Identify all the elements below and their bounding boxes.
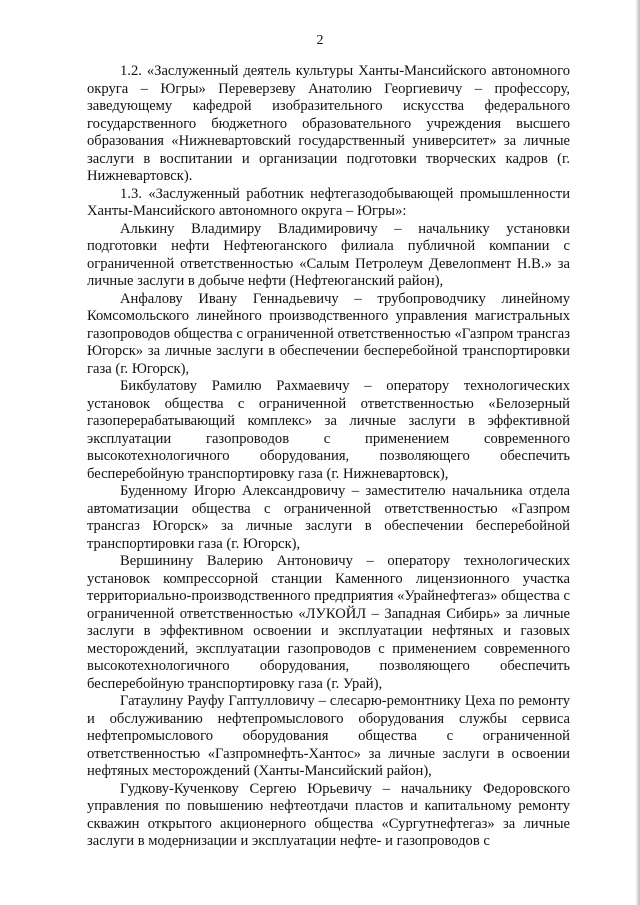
paragraph-alkin: Алькину Владимиру Владимировичу – начальнику установки подготовки нефти Нефтеюганского филиала публичной компании с ограниченной ответственностью «Салым Петролеум Девелопмент Н.В.» за личные заслуги в добыче нефти (Нефтеюганский район), (87, 220, 570, 289)
paragraph-1-3-oil-gas-award-heading: 1.3. «Заслуженный работник нефтегазодобывающей промышленности Ханты-Мансийского автономного округа – Югры»: (87, 185, 570, 219)
paragraph-vershinin: Вершинину Валерию Антоновичу – оператору технологических установок компрессорной станции Каменного лицензионного участка территориально-производственного предприятия «Урайнефтегаз» общества с ограниченной ответственностью «ЛУКОЙЛ – Западная Сибирь» за личные заслуги в эффективном освоении и эксплуатации нефтяных и газовых месторождений, эксплуатации газопроводов с применением современного высокотехнологичного оборудования, позволяющего обеспечить бесперебойную транспортировку газа (г. Урай), (87, 553, 570, 692)
paragraph-gudkov-kuchenkov: Гудкову-Кученкову Сергею Юрьевичу – начальнику Федоровского управления по повышению нефтеотдачи пластов и капитальному ремонту скважин открытого акционерного общества «Сургутнефтегаз» за личные заслуги в модернизации и эксплуатации нефте- и газопроводов с (87, 780, 570, 849)
paragraph-gataulin: Гатаулину Рауфу Гаптулловичу – слесарю-ремонтнику Цеха по ремонту и обслуживанию нефтепромыслового оборудования службы сервиса нефтепромыслового оборудования общества с ограниченной ответственностью «Газпромнефть-Хантос» за личные заслуги в освоении нефтяных месторождений (Ханты-Мансийский район), (87, 693, 570, 779)
paragraph-1-2-culture-award: 1.2. «Заслуженный деятель культуры Ханты-Мансийского автономного округа – Югры» Переверзеву Анатолию Георгиевичу – профессору, заведующему кафедрой изобразительного искусства федерального государственного бюджетного образовательного учреждения высшего образования «Нижневартовский государственный университет» за личные заслуги в воспитании и организации подготовки творческих кадров (г. Нижневартовск). (87, 63, 570, 184)
paragraph-bikbulatov: Бикбулатову Рамилю Рахмаевичу – оператору технологических установок общества с ограниченной ответственностью «Белозерный газоперерабатывающий комплекс» за личные заслуги в эффективной эксплуатации газопроводов с применением современного высокотехнологичного оборудования, позволяющего обеспечить бесперебойную транспортировку газа (г. Нижневартовск), (87, 378, 570, 482)
document-body (87, 63, 570, 851)
paragraph-anfalov: Анфалову Ивану Геннадьевичу – трубопроводчику линейному Комсомольского линейного производственного управления магистральных газопроводов общества с ограниченной ответственностью «Газпром трансгаз Югорск» за личные заслуги в обеспечении бесперебойной транспортировки газа (г. Югорск), (87, 290, 570, 377)
paragraph-budennyi: Буденному Игорю Александровичу – заместителю начальника отдела автоматизации общества с ограниченной ответственностью «Газпром трансгаз Югорск» за личные заслуги в обеспечении бесперебойной транспортировки газа (г. Югорск), (87, 483, 570, 552)
page-edge-shadow (636, 0, 640, 905)
page-number: 2 (316, 33, 324, 48)
